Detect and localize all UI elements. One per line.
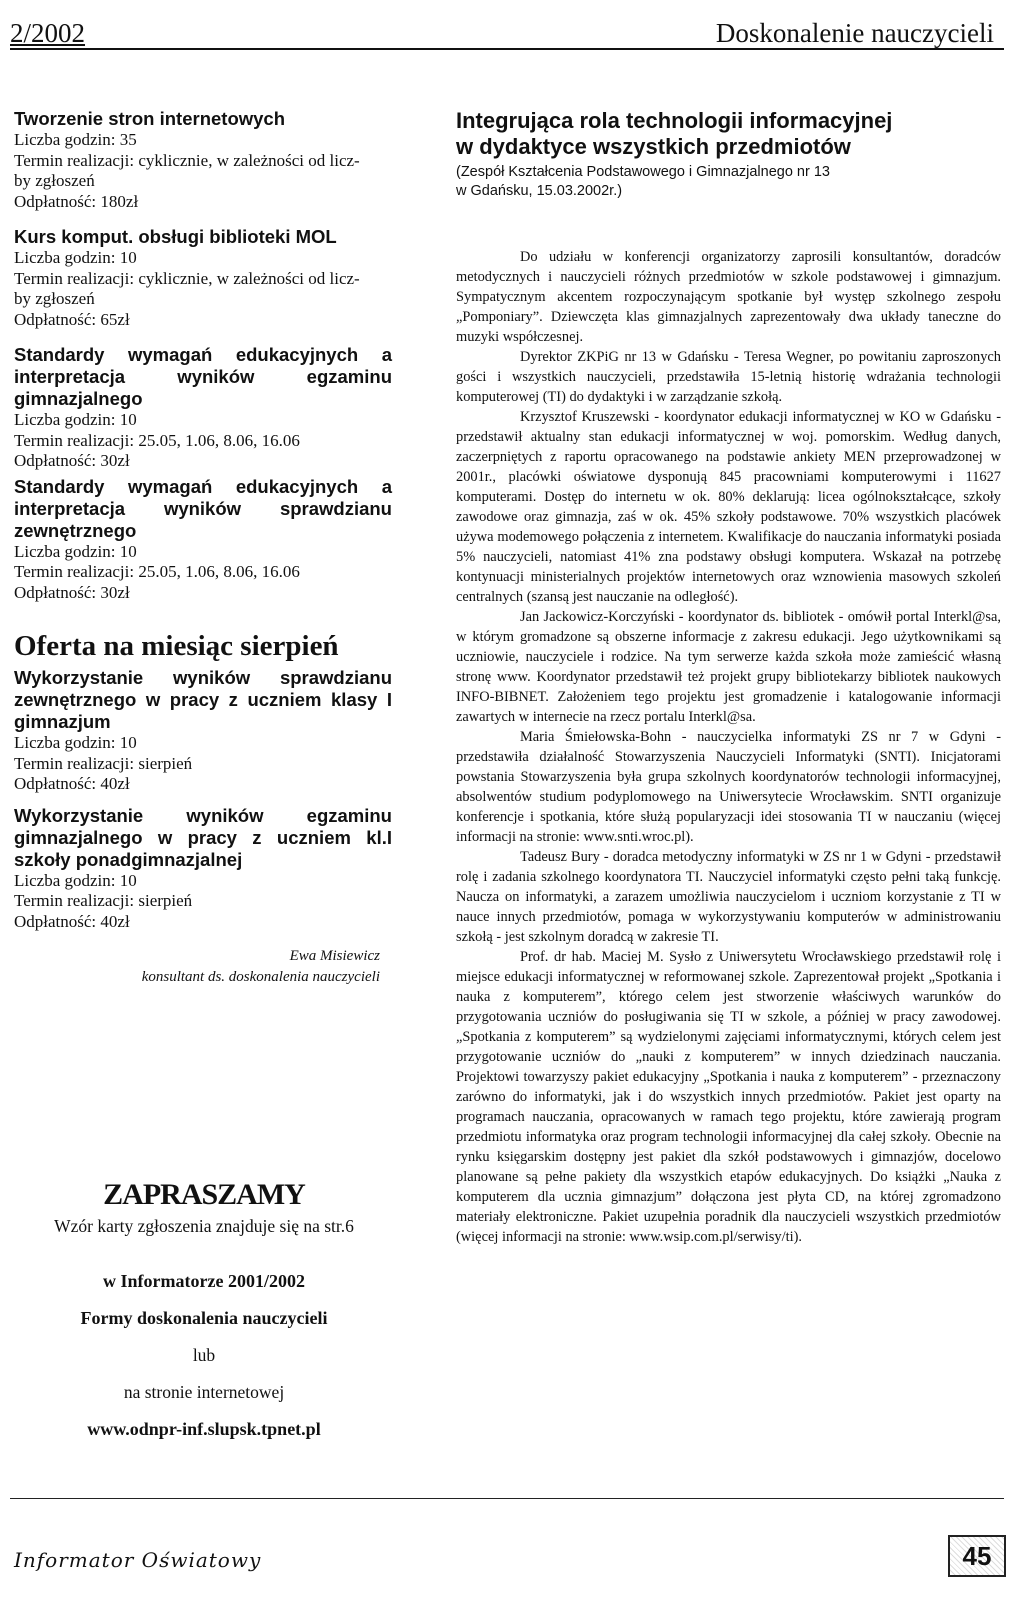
course-term-cont: by zgłoszeń — [14, 171, 95, 190]
article-paragraph: Do udziału w konferencji organizatorzy zaprosili konsultantów, doradców metodycznych i nauczycieli różnych przedmiotów w szkole podstawowej i gimnazjum. Sympatycznym akcentem rozpoczynającym spotkanie był występ szkolnego zespołu „Pomponiary”. Dziewczęta klas gimnazjalnych zaprezentowały dwa układy taneczne do muzyki współczesnej. — [456, 249, 1001, 345]
invitation-box — [14, 1178, 394, 1440]
course-title: Kurs komput. obsługi biblioteki MOL — [14, 226, 337, 247]
invite-heading: ZAPRASZAMY — [103, 1178, 305, 1211]
course-title: Standardy wymagań edukacyjnych a interpretacja wyników sprawdzianu zewnętrznego — [14, 475, 392, 541]
course-item — [14, 344, 392, 472]
article-body — [456, 247, 1001, 1247]
informator-line: w Informatorze 2001/2002 — [103, 1271, 305, 1291]
course-title: Wykorzystanie wyników sprawdzianu zewnętrznego w pracy z uczniem klasy I gimnazjum — [14, 667, 392, 732]
issue-number: 2/2002 — [10, 18, 86, 48]
course-hours: Liczba godzin: 10 — [14, 870, 137, 890]
article-title-line: w dydaktyce wszystkich przedmiotów — [456, 134, 851, 159]
course-fee: Odpłatność: 40zł — [14, 911, 130, 931]
course-hours: Liczba godzin: 10 — [14, 541, 137, 561]
course-item — [14, 667, 392, 795]
article-paragraph: Dyrektor ZKPiG nr 13 w Gdańsku - Teresa Wegner, po powitaniu zaproszonych gości i wszystkich nauczycieli, przedstawiła 15-letnią historię wdrażania technologii komputerowej (TI) do dydaktyki i w zarządzanie szkołą. — [456, 349, 1001, 405]
offer-heading: Oferta na miesiąc sierpień — [14, 630, 339, 662]
page-header — [10, 18, 1004, 50]
author-role: konsultant ds. doskonalenia nauczycieli — [141, 969, 380, 985]
article-column — [456, 108, 1001, 1247]
course-fee: Odpłatność: 30zł — [14, 451, 130, 470]
course-fee: Odpłatność: 40zł — [14, 774, 130, 793]
author-name: Ewa Misiewicz — [289, 948, 380, 964]
course-term: Termin realizacji: cyklicznie, w zależności od licz- — [14, 268, 360, 288]
course-term: Termin realizacji: 25.05, 1.06, 8.06, 16.06 — [14, 430, 300, 450]
course-item — [14, 476, 392, 604]
course-term: Termin realizacji: cyklicznie, w zależności od licz- — [14, 150, 360, 170]
course-fee: Odpłatność: 180zł — [14, 191, 139, 211]
section-title: Doskonalenie nauczycieli — [715, 18, 994, 48]
course-fee: Odpłatność: 65zł — [14, 309, 130, 329]
course-item — [14, 805, 392, 933]
course-item — [14, 108, 392, 212]
course-hours: Liczba godzin: 35 — [14, 130, 137, 149]
footer-divider — [10, 1498, 1004, 1499]
course-term: Termin realizacji: 25.05, 1.06, 8.06, 16.06 — [14, 562, 300, 581]
footer-logo: Informator Oświatowy — [14, 1548, 262, 1572]
article-paragraph: Jan Jackowicz-Korczyński - koordynator ds. bibliotek - omówił portal Interkl@sa, w którym gromadzone są obszerne informacje z zakresu edukacji. Jego użytkownikami są uczniowie, nauczyciele i rodzice. Na tym serwerze każda szkoła może zamieścić własną stronę www. Koordynator przedstawił też projekt grupy bibliotekarzy bibliotek naukowych INFO-BIBNET. Założeniem tego projektu jest gromadzenie i katalogowanie informacji zawartych w internecie na rzecz portalu Interkl@sa. — [456, 609, 1001, 725]
course-fee: Odpłatność: 30zł — [14, 582, 130, 602]
forms-line: Formy doskonalenia nauczycieli — [80, 1308, 328, 1328]
course-title: Tworzenie stron internetowych — [14, 108, 286, 129]
course-item — [14, 226, 392, 330]
article-paragraph: Krzysztof Kruszewski - koordynator edukacji informatycznej w KO w Gdańsku - przedstawił aktualny stan edukacji informatycznej w woj. pomorskim. Według danych, zaczerpniętych z raportu opracowanego na podstawie ankiety MEN przeprowadzonej w 2001r., placówki oświatowe dysponują 845 pracowniami komputerowymi i 11627 komputerami. Dostęp do internetu w ok. 80% deklarują: licea ogólnokształcące, szkoły zawodowe oraz gimnazja, zaś w ok. 45% szkoły podstawowe. 70% wszystkich placówek używa modemowego połączenia z internetem. Kwalifikacje do nauczania informatyki posiada 5% nauczycieli, natomiast 41% zna podstawy obsługi komputera. Wskazał na potrzebę kontynuacji ministerialnych projektów internetowych oraz wznowienia masowych szkoleń centralnych (szansą jest nauczanie na odległość). — [456, 409, 1001, 605]
course-hours: Liczba godzin: 10 — [14, 248, 137, 267]
course-term-cont: by zgłoszeń — [14, 289, 95, 308]
course-title: Standardy wymagań edukacyjnych a interpretacja wyników egzaminu gimnazjalnego — [14, 344, 392, 409]
website-link[interactable]: www.odnpr-inf.slupsk.tpnet.pl — [87, 1419, 321, 1439]
or-line: lub — [192, 1345, 216, 1365]
course-hours: Liczba godzin: 10 — [14, 733, 137, 752]
left-column — [14, 108, 392, 988]
course-term: Termin realizacji: sierpień — [14, 891, 193, 910]
article-paragraph: Maria Śmiełowska-Bohn - nauczycielka informatyki ZS nr 7 w Gdyni - przedstawiła działalność Stowarzyszenia Nauczycieli Informatyki (SNTI). Inicjatorami powstania Stowarzyszenia była grupa szkolnych koordynatorów technologii informacyjnej, absolwentów studium podyplomowego na Uniwersytecie Wrocławskim. SNTI organizuje konferencje i spotkania, które służą popularyzacji idei stosowania TI w nauczaniu (więcej informacji na stronie: www.snti.wroc.pl). — [456, 729, 1001, 845]
course-hours: Liczba godzin: 10 — [14, 410, 137, 429]
author-signature — [14, 946, 380, 988]
page-number: 45 — [948, 1535, 1006, 1577]
course-term: Termin realizacji: sierpień — [14, 753, 193, 773]
article-paragraph: Prof. dr hab. Maciej M. Sysło z Uniwersytetu Wrocławskiego przedstawił rolę i miejsce edukacji informatycznej w reformowanej szkole. Zaprezentował projekt „Spotkania i nauka z komputerem”, którego celem jest stworzenie właściwych warunków do przygotowania uczniów do posługiwania się TI w szkole, a później w pracy zawodowej. „Spotkania z komputerem” są wydzielonymi zajęciami informatycznymi, których celem jest przygotowanie uczniów do „nauki z komputerem” w innych dziedzinach nauczania. Projektowi towarzyszy pakiet edukacyjny „Spotkania i nauka z komputerem” - przeznaczony zarówno do informatyki, jak i do wszystkich innych przedmiotów. Pakiet jest oparty na programach nauczania, opracowanych w ramach tego projektu, które zawierają program przedmiotu informatyka oraz program technologii informacyjnej dla całej szkoły. Obecnie na rynku księgarskim dostępny jest pakiet dla szkół podstawowych i gimnazjów, docelowo planowane są pełne pakiety dla wszystkich etapów edukacyjnych. Do książki „Nauka z komputerem dla ucznia gimnazjum” dołączona jest płyta CD, na której zgromadzono materiały elektroniczne. Pakiet uzupełnia poradnik dla nauczycieli wszystkich przedmiotów (więcej informacji na stronie: www.wsip.com.pl/serwisy/ti). — [456, 949, 1001, 1245]
article-subtitle-line: w Gdańsku, 15.03.2002r.) — [456, 183, 623, 199]
web-line: na stronie internetowej — [123, 1382, 285, 1402]
article-title — [456, 108, 1001, 160]
form-note: Wzór karty zgłoszenia znajduje się na str.6 — [54, 1216, 354, 1236]
article-paragraph: Tadeusz Bury - doradca metodyczny informatyki w ZS nr 1 w Gdyni - przedstawił rolę i zadania szkolnego koordynatora TI. Nauczyciel informatyki często pełni taką funkcję. Naucza on informatyki, a zarazem umożliwia nauczycielom i uczniom korzystanie z TI w nauce innych przedmiotów, pomaga w wykorzystywaniu komputerów w administrowaniu szkołą - jest szkolnym doradcą w zakresie TI. — [456, 849, 1001, 945]
article-title-line: Integrująca rola technologii informacyjnej — [456, 108, 893, 133]
article-subtitle — [456, 163, 1001, 201]
article-subtitle-line: (Zespół Kształcenia Podstawowego i Gimnazjalnego nr 13 — [456, 164, 830, 180]
course-title: Wykorzystanie wyników egzaminu gimnazjalnego w pracy z uczniem kl.I szkoły ponadgimnazjalnej — [14, 804, 392, 870]
